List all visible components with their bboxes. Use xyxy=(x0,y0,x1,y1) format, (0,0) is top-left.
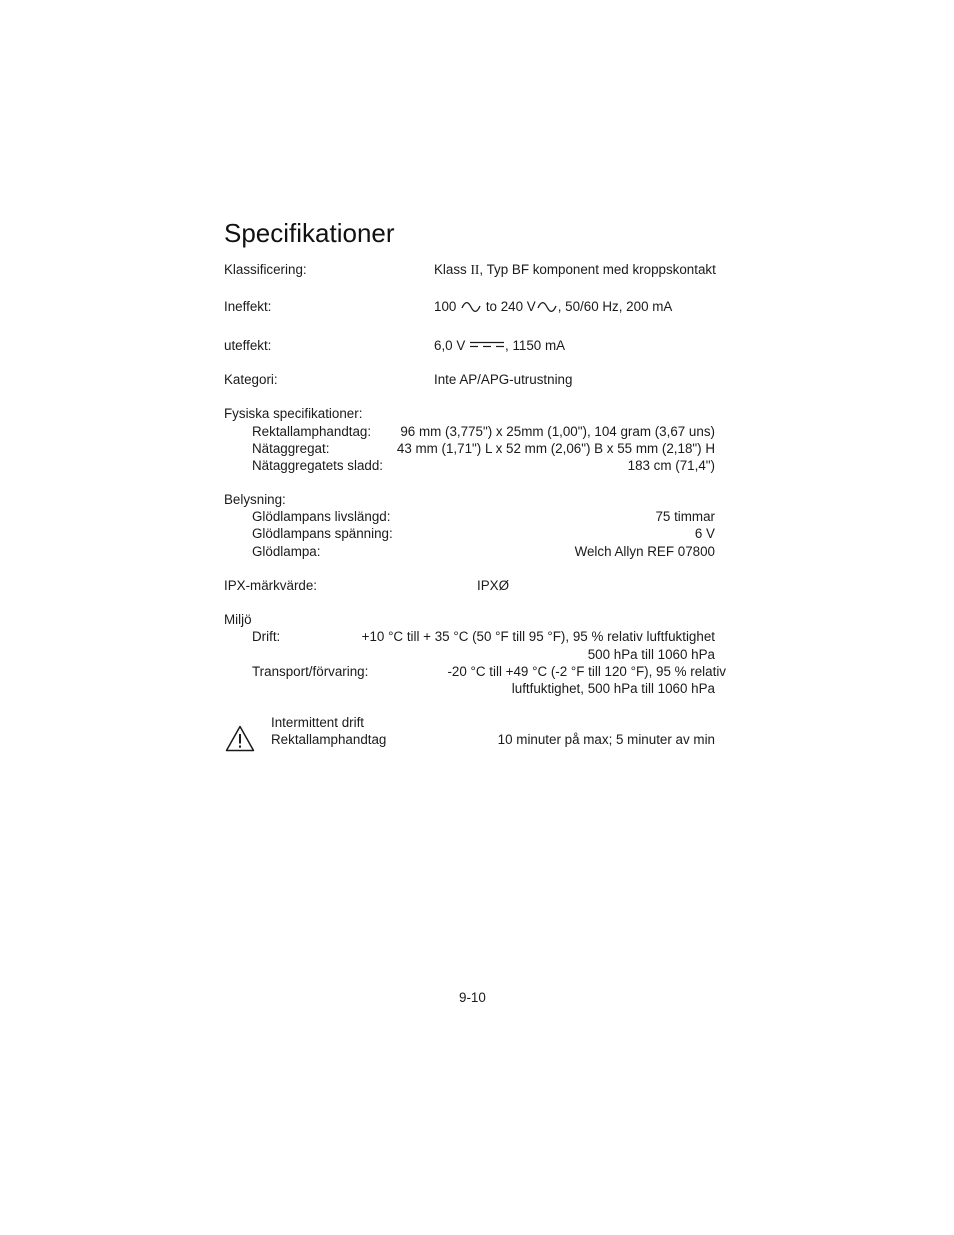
operation-label: Drift: xyxy=(252,629,281,644)
output-value xyxy=(434,338,565,354)
output-label: uteffekt: xyxy=(224,338,272,353)
bulb-value: Welch Allyn REF 07800 xyxy=(574,544,715,559)
input-voltage-max: to 240 V xyxy=(485,299,536,314)
page-number: 9-10 xyxy=(459,990,486,1005)
operation-value-line2: 500 hPa till 1060 hPa xyxy=(587,647,715,662)
physical-heading: Fysiska specifikationer: xyxy=(224,406,363,421)
warning-line1: Intermittent drift xyxy=(271,715,365,730)
bulb-label: Glödlampa: xyxy=(252,544,321,559)
bulb-life-value: 75 timmar xyxy=(655,509,715,524)
input-label: Ineffekt: xyxy=(224,299,272,314)
classification-value xyxy=(434,262,716,278)
handle-label: Rektallamphandtag: xyxy=(252,424,372,439)
page-title: Specifikationer xyxy=(224,218,395,248)
environment-heading: Miljö xyxy=(224,612,252,627)
ac-sine-icon xyxy=(460,301,482,313)
cord-value: 183 cm (71,4") xyxy=(627,458,715,473)
input-value xyxy=(434,299,672,315)
operation-value-line1: +10 °C till + 35 °C (50 °F till 95 °F), 95 % relativ luftfuktighet xyxy=(361,629,715,644)
category-value: Inte AP/APG-utrustning xyxy=(434,372,573,387)
bulb-voltage-value: 6 V xyxy=(694,526,715,541)
classification-suffix: , Typ BF komponent med kroppskontakt xyxy=(479,262,716,277)
input-rest: , 50/60 Hz, 200 mA xyxy=(557,299,673,314)
output-rest: , 1150 mA xyxy=(505,338,566,353)
psu-label: Nätaggregat: xyxy=(252,441,330,456)
warning-handle-value: 10 minuter på max; 5 minuter av min xyxy=(497,732,715,747)
lighting-heading: Belysning: xyxy=(224,492,286,507)
storage-value-line2: luftfuktighet, 500 hPa till 1060 hPa xyxy=(511,681,715,696)
category-label: Kategori: xyxy=(224,372,278,387)
cord-label: Nätaggregatets sladd: xyxy=(252,458,384,473)
classification-label: Klassificering: xyxy=(224,262,307,277)
psu-value: 43 mm (1,71") L x 52 mm (2,06") B x 55 mm (2,18") H xyxy=(396,441,715,456)
warning-handle-label: Rektallamphandtag xyxy=(271,732,387,747)
classification-prefix: Klass xyxy=(434,262,471,277)
ipx-value: IPXØ xyxy=(477,578,509,593)
input-voltage-min: 100 xyxy=(434,299,457,314)
handle-value: 96 mm (3,775") x 25mm (1,00"), 104 gram (3,67 uns) xyxy=(400,424,715,439)
bulb-voltage-label: Glödlampans spänning: xyxy=(252,526,393,541)
warning-triangle-icon xyxy=(225,725,255,752)
storage-value-line1: -20 °C till +49 °C (-2 °F till 120 °F), 95 % relativ xyxy=(447,664,726,679)
storage-label: Transport/förvaring: xyxy=(252,664,369,679)
ac-sine-icon xyxy=(536,301,558,313)
output-voltage: 6,0 V xyxy=(434,338,466,353)
bulb-life-label: Glödlampans livslängd: xyxy=(252,509,391,524)
class-numeral: II xyxy=(470,262,480,277)
dc-icon xyxy=(469,341,505,349)
ipx-label: IPX-märkvärde: xyxy=(224,578,318,593)
